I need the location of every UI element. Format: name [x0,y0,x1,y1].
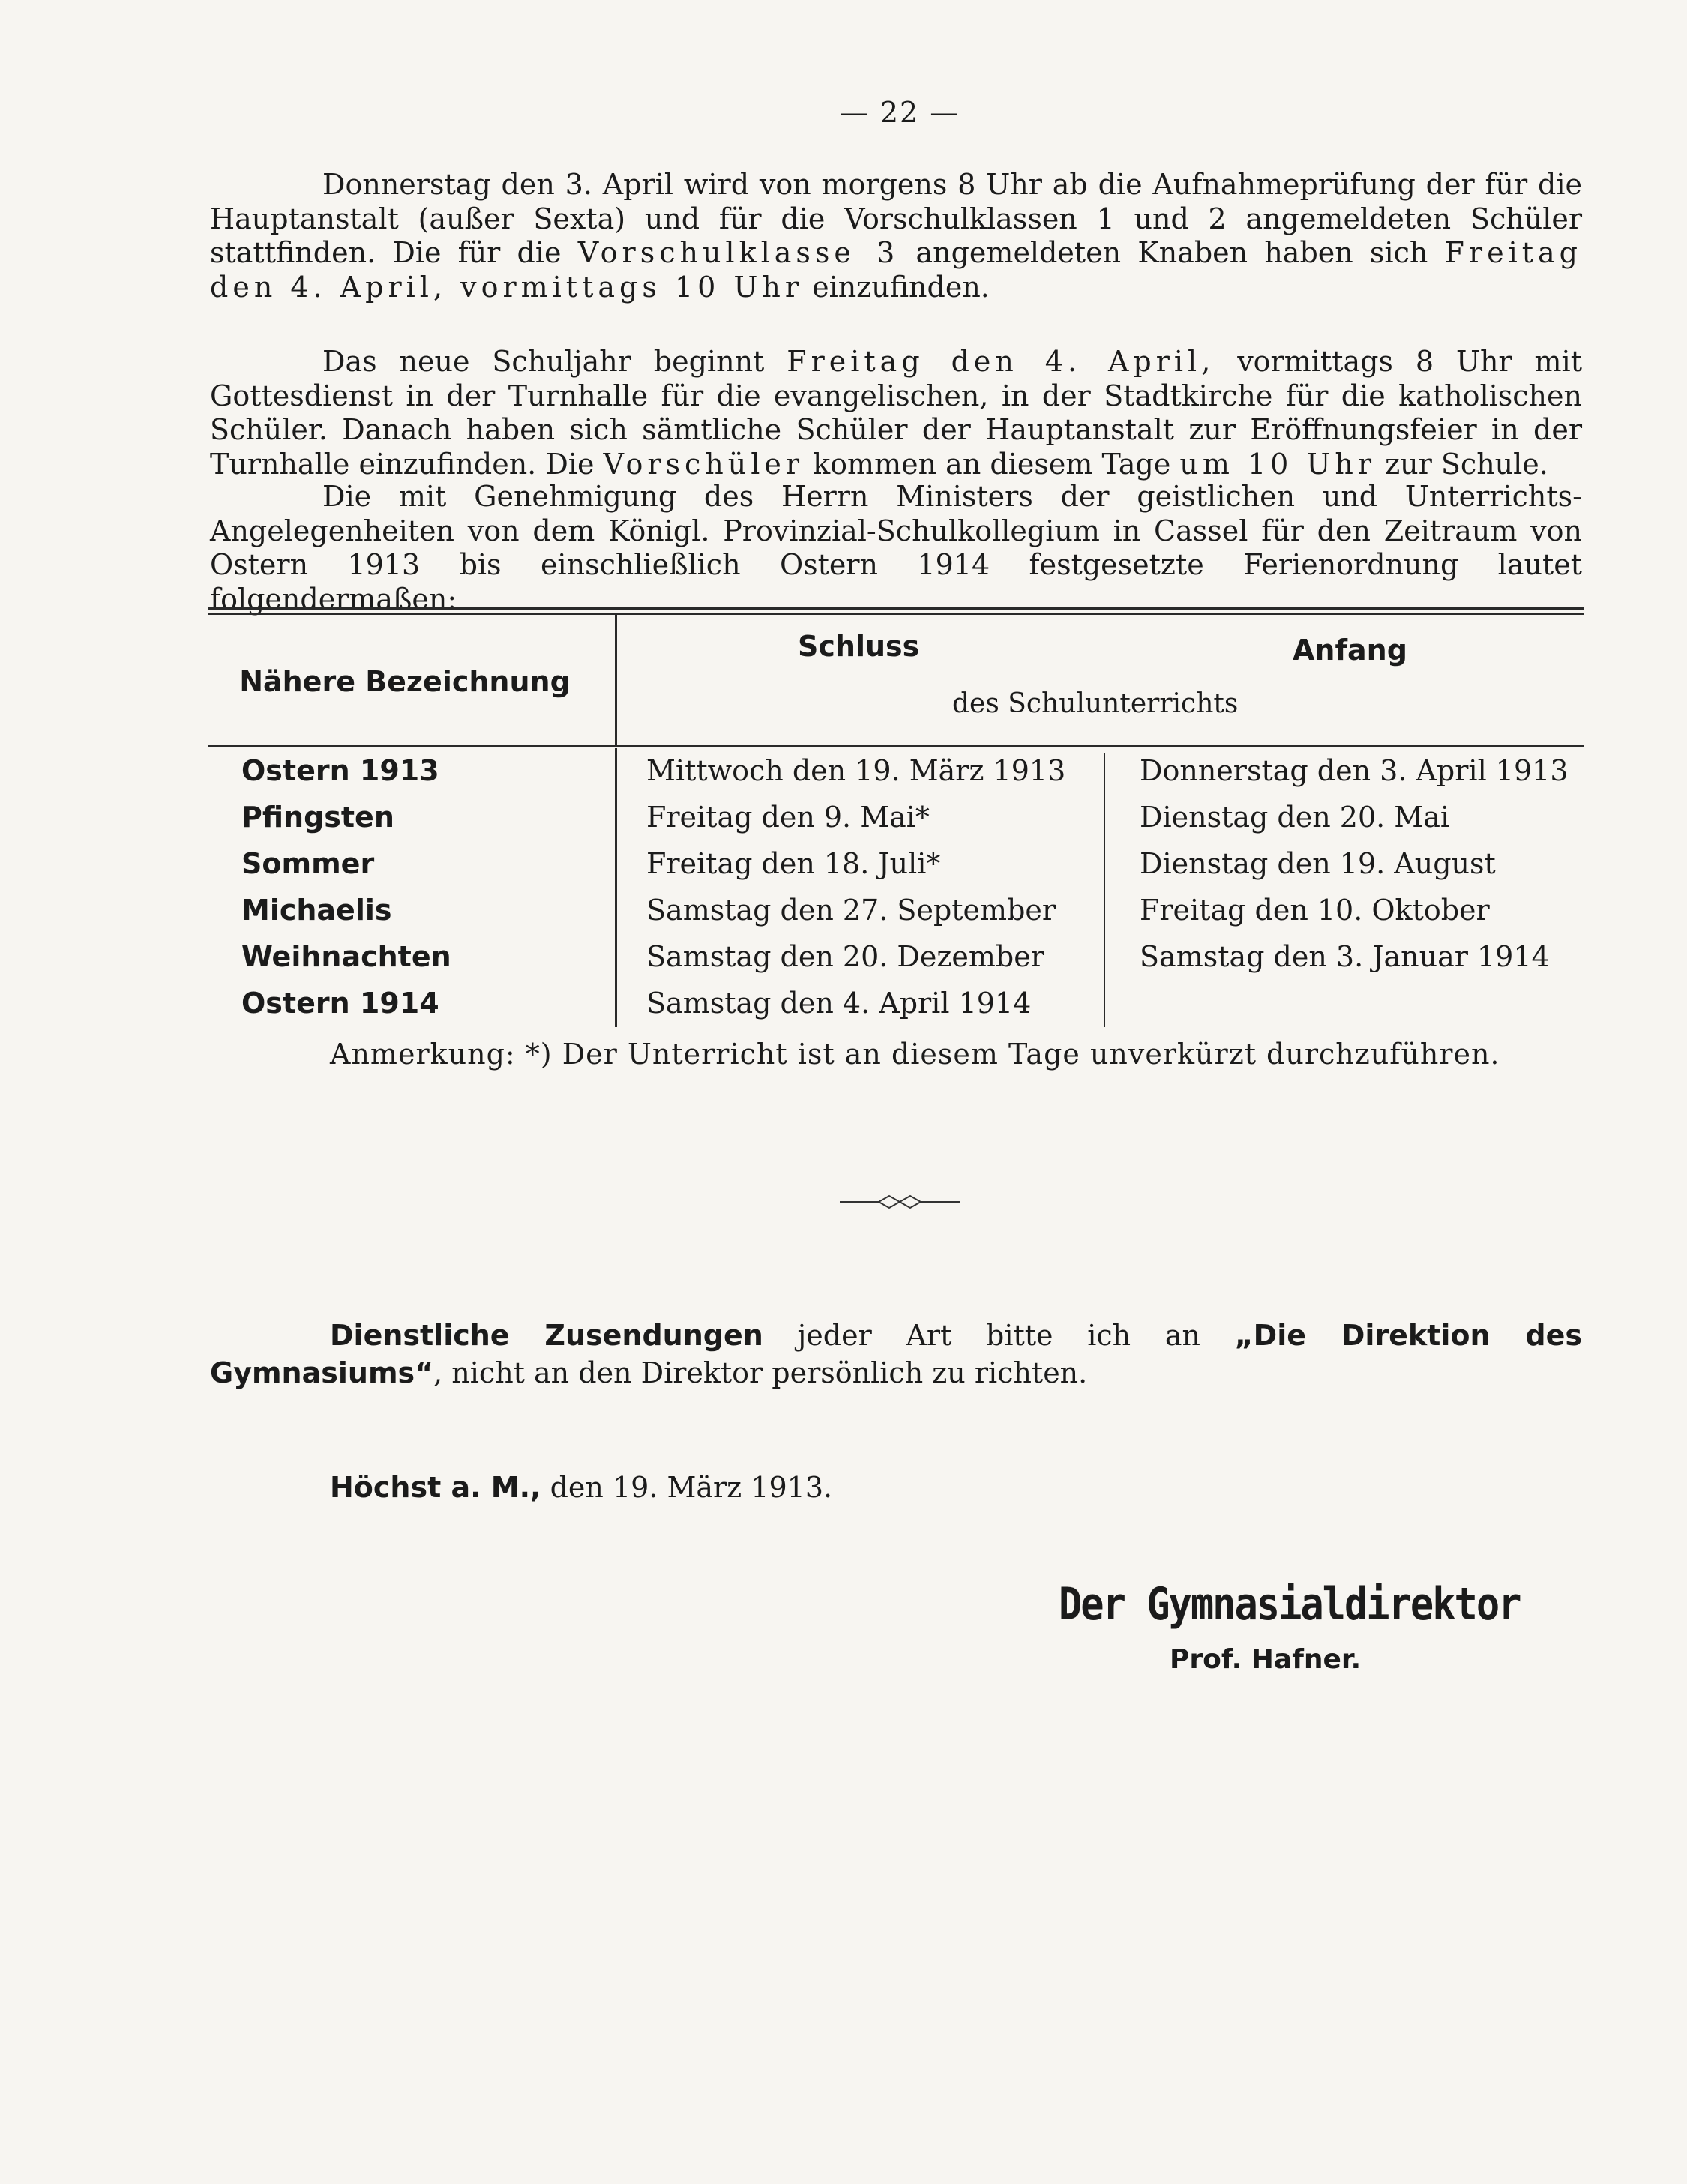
table-top-rule-2 [208,613,1584,615]
vorschueler: Vorschüler [603,447,805,481]
table-header-schluss: Schluss [798,630,920,663]
row-anfang: Samstag den 3. Januar 1914 [1140,940,1550,973]
row-schluss: Samstag den 27. September [646,894,1056,927]
school-year-text-d: zur Schule. [1376,447,1548,481]
place-date [330,1471,832,1504]
row-schluss: Samstag den 20. Dezember [646,940,1044,973]
row-schluss: Samstag den 4. April 1914 [646,987,1032,1020]
paragraph-admission-exam [210,168,1582,304]
admission-text: Donnerstag den 3. April wird von morgens 8 Uhr ab die Aufnahmeprüfung der für die Hauptanstalt (außer Sexta) und für die Vorschulklassen 1 und 2 angemeldeten Schüler stattfinden. [210,168,1582,269]
row-name: Michaelis [241,894,392,927]
table-row [0,940,1687,987]
official-mail-lead: Dienstliche Zusendungen [330,1319,763,1352]
row-name: Weihnachten [241,940,451,973]
table-row [0,801,1687,847]
row-schluss: Freitag den 9. Mai* [646,801,930,834]
table-header-rule [208,745,1584,747]
school-year-date: Freitag den 4. April, [787,345,1215,378]
row-anfang: Freitag den 10. Oktober [1140,894,1490,927]
school-year-text: Das neue Schuljahr beginnt [322,345,787,378]
table-header-anfang: Anfang [1293,634,1407,667]
admission-text-b: Die für die [376,236,578,269]
school-year-text-c: kommen an diesem Tage [804,447,1180,481]
table-divider-header [615,615,617,745]
official-mail-address: „Die Direktion des Gymnasiums“ [210,1319,1582,1389]
row-anfang: Dienstag den 19. August [1140,847,1496,880]
admission-class3: Vorschulklasse 3 [577,236,900,269]
signature-title: Der Gymnasialdirektor [1059,1579,1521,1631]
holiday-order-text: Die mit Genehmigung des Herrn Ministers der geistlichen und Unterrichts-Angelegenheiten von dem Königl. Provinzial-Schulkollegium in Cassel für den Zeitraum von Ostern 1913 bis einschließlich Ostern 1914 festgesetzte Ferienordnung lautet folgendermaßen: [210,480,1582,616]
row-anfang: Donnerstag den 3. April 1913 [1140,754,1569,787]
row-schluss: Mittwoch den 19. März 1913 [646,754,1066,787]
table-footnote: Anmerkung: *) Der Unterricht ist an diesem Tage unverkürzt durchzuführen. [330,1038,1500,1071]
table-header-bezeichnung: Nähere Bezeichnung [239,665,571,698]
admission-text-c: angemeldeten Knaben haben sich [899,236,1445,269]
signature-name: Prof. Hafner. [1170,1644,1362,1675]
table-row [0,987,1687,1033]
row-anfang: Dienstag den 20. Mai [1140,801,1450,834]
row-name: Sommer [241,847,375,880]
page-number: — 22 — [839,96,960,129]
row-schluss: Freitag den 18. Juli* [646,847,941,880]
paragraph-school-year [210,345,1582,481]
date: den 19. März 1913. [541,1471,833,1504]
admission-date: Freitag den 4. April, vormittags 10 Uhr [210,236,1582,304]
ornament-divider-icon [840,1191,960,1213]
paragraph-holiday-order [210,480,1582,616]
table-row [0,894,1687,940]
row-name: Ostern 1914 [241,987,439,1020]
row-name: Pfingsten [241,801,394,834]
table-header-sub: des Schulunterrichts [952,688,1239,719]
paragraph-official-mail [210,1317,1582,1392]
admission-text-d: einzufinden. [803,270,990,304]
table-top-rule [208,607,1584,610]
official-mail-text-b: , nicht an den Direktor persönlich zu richten. [433,1356,1088,1389]
table-row [0,754,1687,801]
place: Höchst a. M., [330,1471,541,1504]
table-row [0,847,1687,894]
school-year-text-b: vormittags 8 Uhr mit Gottesdienst in der Turnhalle für die evangelischen, in der Stadtkirche für die katholischen Schüler. Danach haben sich sämtliche Schüler der Hauptanstalt zur Eröffnungsfeier in der Turnhalle einzufinden. Die [210,345,1582,481]
vorschueler-time: um 10 Uhr [1179,447,1377,481]
row-name: Ostern 1913 [241,754,439,787]
official-mail-text: jeder Art bitte ich an [763,1319,1235,1352]
